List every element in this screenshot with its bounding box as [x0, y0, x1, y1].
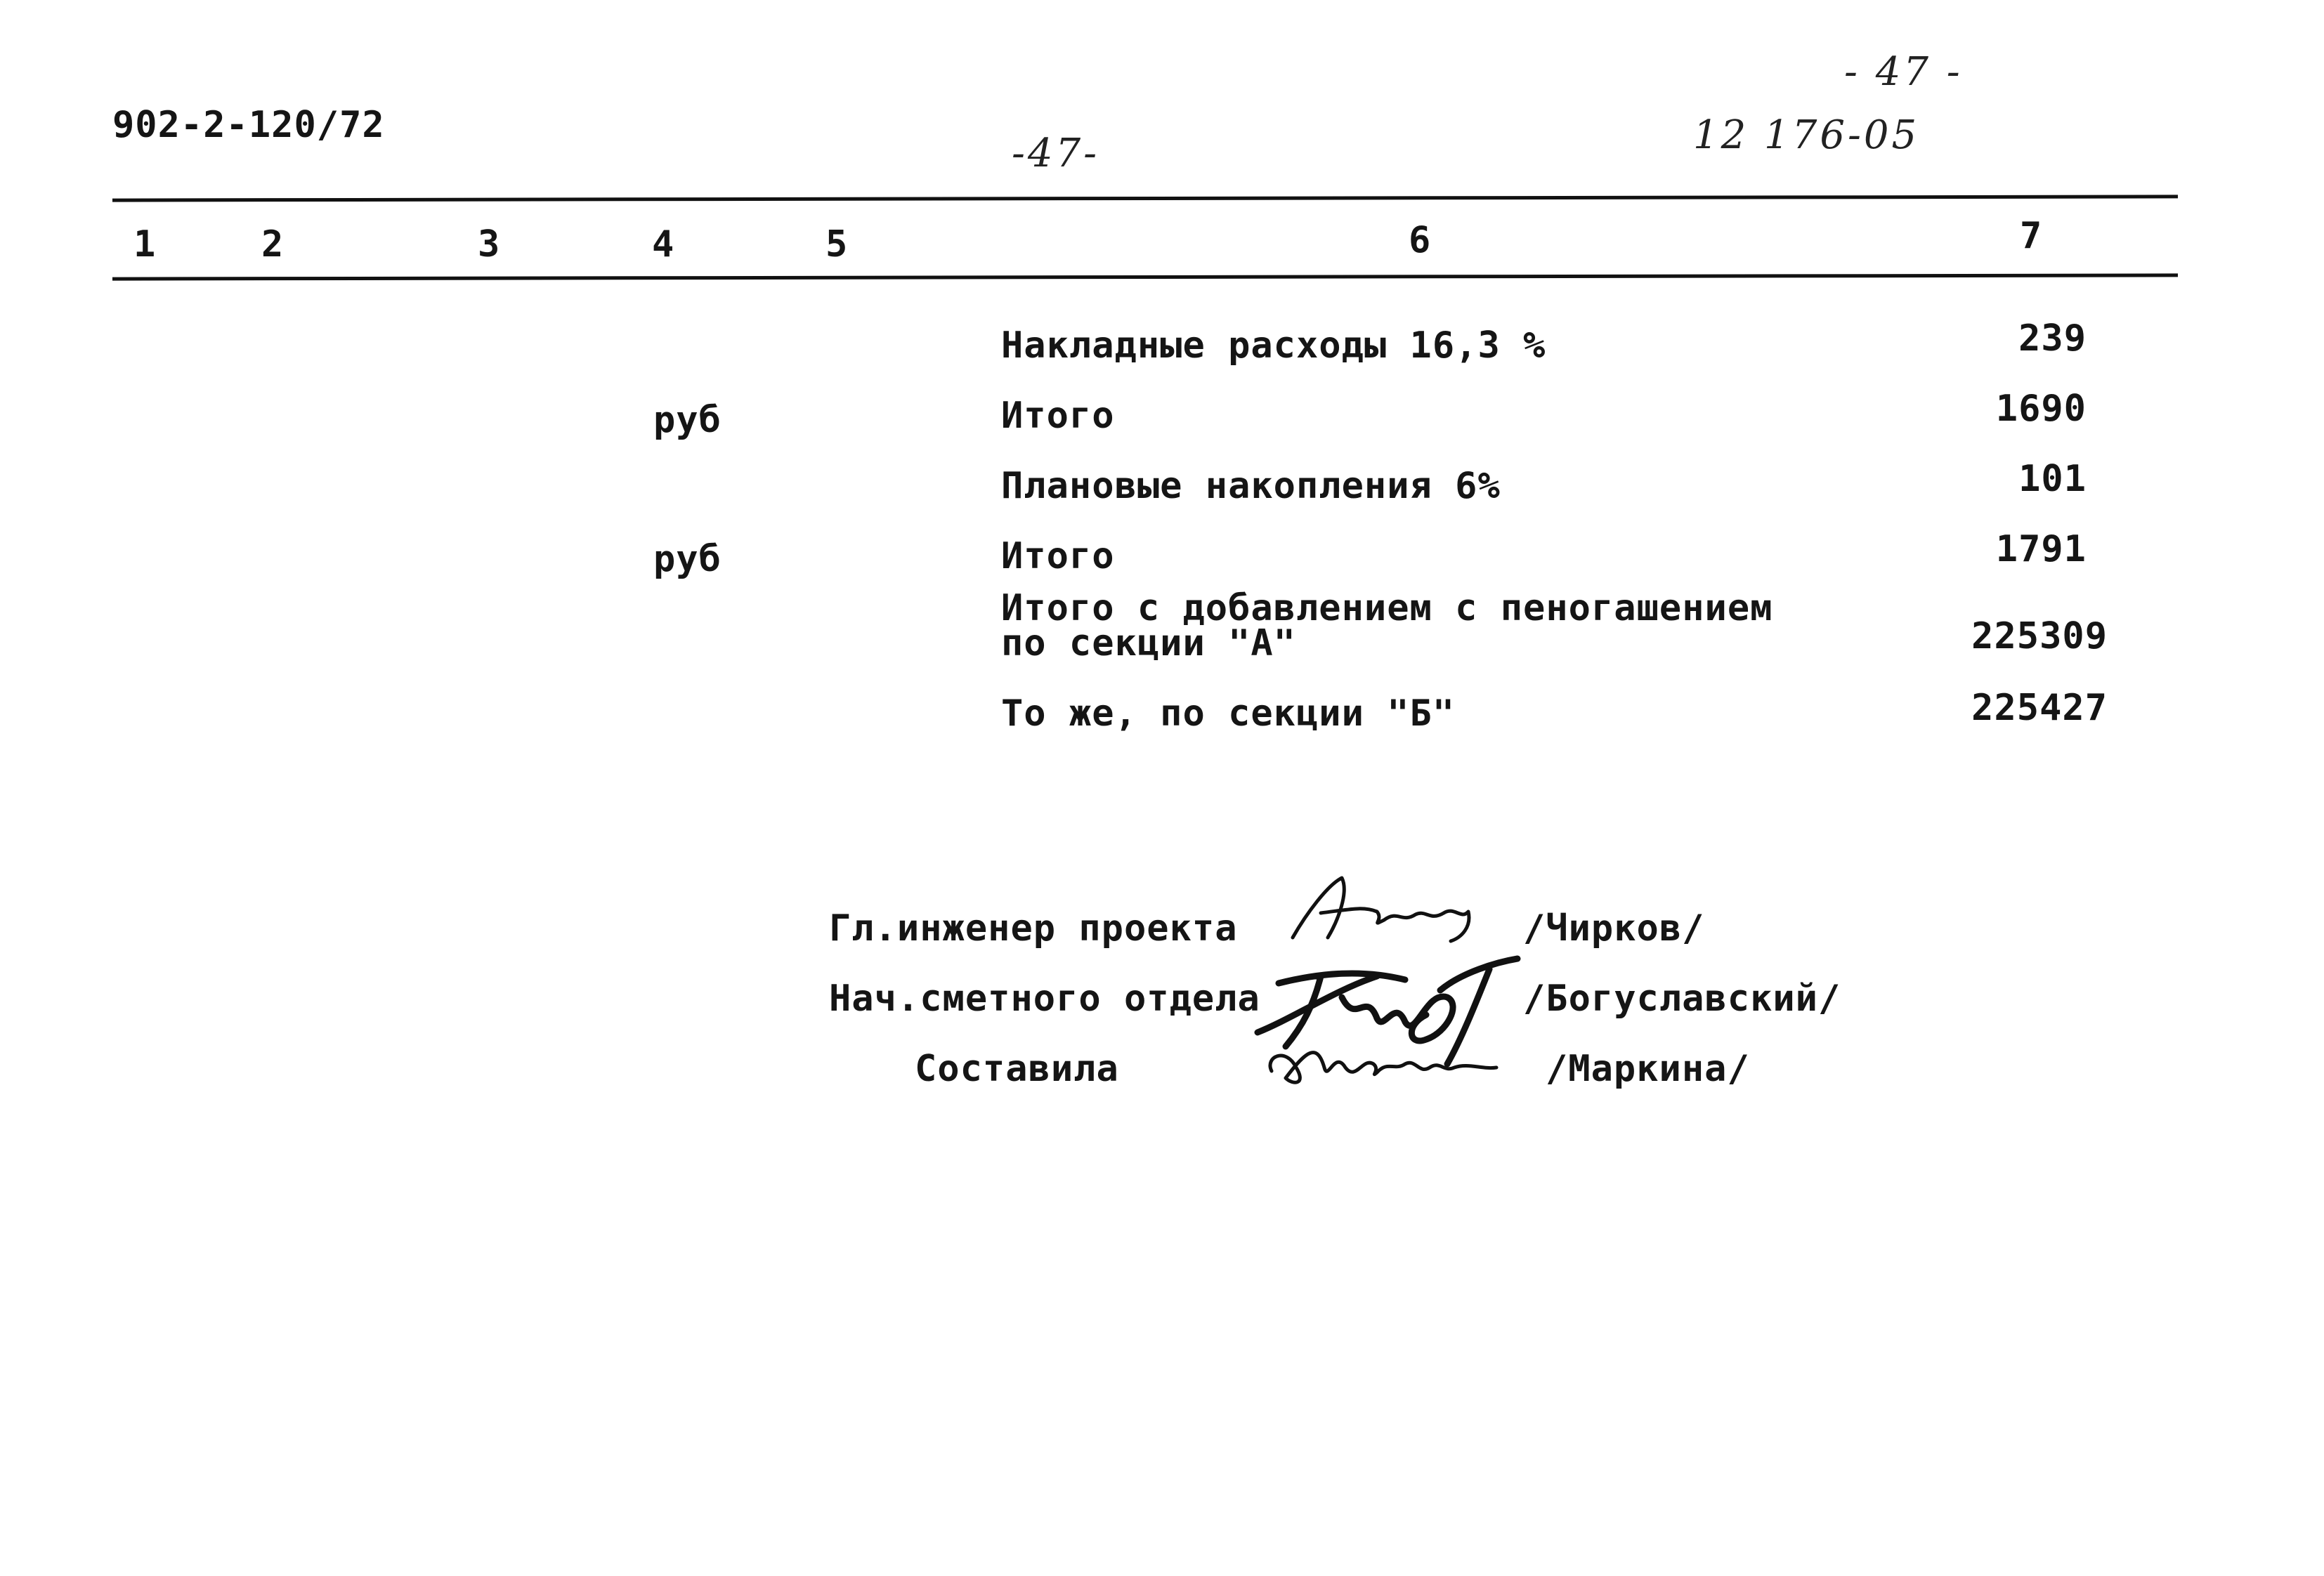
signature-role-estimate-head: Нач.сметного отдела [829, 978, 1260, 1020]
page-number-center: -47- [1012, 131, 1100, 176]
signature-name-chief-engineer: /Чирков/ [1523, 907, 1705, 950]
sheet-reference: 12 176-05 [1693, 112, 1920, 158]
row-description: Итого [1001, 395, 1115, 437]
column-number-6: 6 [1409, 219, 1431, 261]
column-number-1: 1 [133, 223, 156, 265]
page-number-right: - 47 - [1844, 49, 1963, 95]
handwritten-signature-compiler [1258, 1029, 1503, 1092]
table-top-rule [112, 195, 2178, 202]
row-unit: руб [653, 538, 722, 580]
row-value: 225427 [1971, 687, 2108, 729]
row-description: То же, по секции "Б" [1001, 692, 1456, 735]
row-unit: руб [653, 399, 722, 441]
column-number-2: 2 [261, 223, 284, 265]
signature-role-compiler: Составила [915, 1048, 1119, 1090]
row-description: Итого с добавлением с пеногашением [1001, 587, 1773, 629]
signature-name-estimate-head: /Богуславский/ [1523, 978, 1841, 1020]
row-value: 239 [2018, 317, 2087, 360]
row-description: Накладные расходы 16,3 % [1001, 324, 1546, 367]
column-number-5: 5 [825, 223, 848, 265]
table-header-rule [112, 273, 2178, 280]
signature-name-compiler: /Маркина/ [1546, 1048, 1750, 1090]
row-description: Итого [1001, 535, 1115, 577]
column-number-4: 4 [652, 223, 674, 265]
column-number-3: 3 [478, 223, 500, 265]
column-number-7: 7 [2020, 215, 2042, 257]
row-value: 101 [2018, 458, 2087, 500]
row-description-continued: по секции "А" [1001, 622, 1296, 664]
document-code: 902-2-120/72 [112, 104, 385, 146]
row-value: 1791 [1995, 528, 2087, 570]
signature-role-chief-engineer: Гл.инженер проекта [829, 907, 1238, 950]
handwritten-signature-chief-engineer [1279, 871, 1489, 948]
row-value: 225309 [1971, 615, 2108, 657]
row-description: Плановые накопления 6% [1001, 465, 1501, 507]
row-value: 1690 [1995, 388, 2087, 430]
